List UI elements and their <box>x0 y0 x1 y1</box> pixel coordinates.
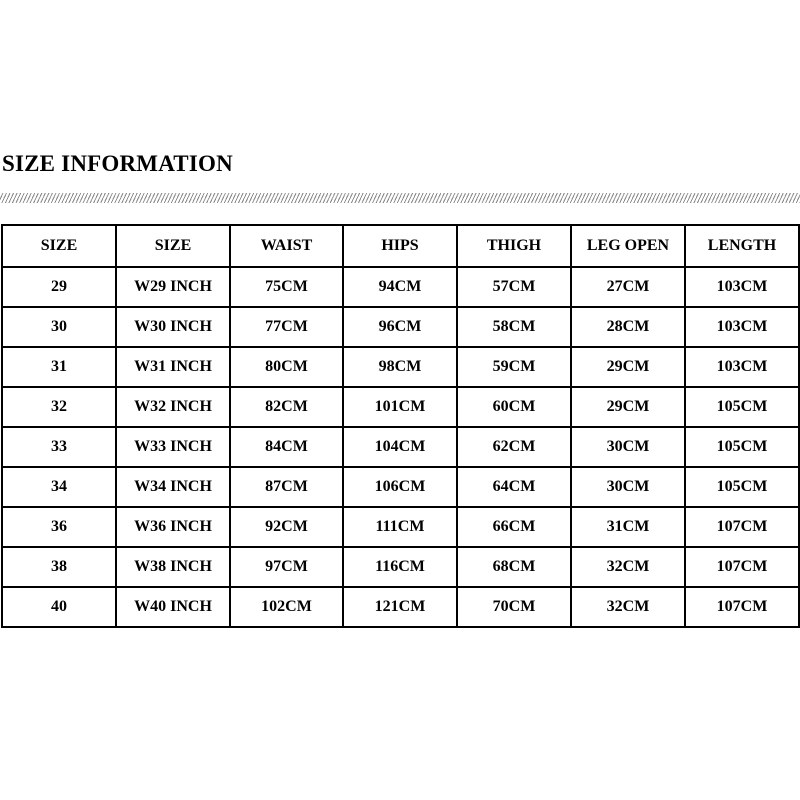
cell-waist: 80CM <box>230 347 343 387</box>
cell-hips: 98CM <box>343 347 457 387</box>
table-row <box>2 267 799 307</box>
cell-size: 34 <box>2 467 116 507</box>
cell-waist: 75CM <box>230 267 343 307</box>
cell-leg-open: 28CM <box>571 307 685 347</box>
cell-leg-open: 27CM <box>571 267 685 307</box>
cell-size: 38 <box>2 547 116 587</box>
cell-length: 105CM <box>685 427 799 467</box>
table-row <box>2 427 799 467</box>
cell-thigh: 70CM <box>457 587 571 627</box>
cell-size: 32 <box>2 387 116 427</box>
header-length: LENGTH <box>685 225 799 267</box>
cell-thigh: 58CM <box>457 307 571 347</box>
cell-size-inch: W31 INCH <box>116 347 230 387</box>
cell-length: 107CM <box>685 507 799 547</box>
cell-size: 30 <box>2 307 116 347</box>
cell-length: 107CM <box>685 587 799 627</box>
cell-leg-open: 32CM <box>571 547 685 587</box>
table-row <box>2 387 799 427</box>
cell-size: 31 <box>2 347 116 387</box>
cell-length: 105CM <box>685 387 799 427</box>
page-title: SIZE INFORMATION <box>2 151 233 176</box>
cell-hips: 101CM <box>343 387 457 427</box>
cell-thigh: 62CM <box>457 427 571 467</box>
cell-size-inch: W40 INCH <box>116 587 230 627</box>
cell-size-inch: W32 INCH <box>116 387 230 427</box>
table-header-row <box>2 225 799 267</box>
cell-thigh: 66CM <box>457 507 571 547</box>
cell-length: 107CM <box>685 547 799 587</box>
cell-size: 40 <box>2 587 116 627</box>
cell-waist: 82CM <box>230 387 343 427</box>
cell-size-inch: W29 INCH <box>116 267 230 307</box>
header-size-inch: SIZE <box>116 225 230 267</box>
cell-hips: 121CM <box>343 587 457 627</box>
cell-thigh: 57CM <box>457 267 571 307</box>
cell-leg-open: 32CM <box>571 587 685 627</box>
header-thigh: THIGH <box>457 225 571 267</box>
cell-hips: 111CM <box>343 507 457 547</box>
header-waist: WAIST <box>230 225 343 267</box>
cell-size: 33 <box>2 427 116 467</box>
cell-leg-open: 29CM <box>571 347 685 387</box>
cell-size-inch: W33 INCH <box>116 427 230 467</box>
cell-thigh: 68CM <box>457 547 571 587</box>
cell-hips: 116CM <box>343 547 457 587</box>
cell-waist: 97CM <box>230 547 343 587</box>
cell-size-inch: W36 INCH <box>116 507 230 547</box>
cell-length: 105CM <box>685 467 799 507</box>
cell-hips: 106CM <box>343 467 457 507</box>
table-row <box>2 547 799 587</box>
table-row <box>2 587 799 627</box>
table-row <box>2 507 799 547</box>
cell-size-inch: W30 INCH <box>116 307 230 347</box>
cell-hips: 104CM <box>343 427 457 467</box>
cell-waist: 102CM <box>230 587 343 627</box>
header-leg-open: LEG OPEN <box>571 225 685 267</box>
size-chart-table <box>1 224 800 628</box>
cell-waist: 77CM <box>230 307 343 347</box>
cell-leg-open: 30CM <box>571 467 685 507</box>
cell-thigh: 64CM <box>457 467 571 507</box>
cell-waist: 92CM <box>230 507 343 547</box>
cell-length: 103CM <box>685 267 799 307</box>
table-row <box>2 347 799 387</box>
cell-waist: 84CM <box>230 427 343 467</box>
cell-length: 103CM <box>685 347 799 387</box>
cell-size-inch: W38 INCH <box>116 547 230 587</box>
cell-waist: 87CM <box>230 467 343 507</box>
cell-size: 36 <box>2 507 116 547</box>
cell-hips: 96CM <box>343 307 457 347</box>
hatched-divider <box>0 193 800 203</box>
cell-hips: 94CM <box>343 267 457 307</box>
cell-leg-open: 30CM <box>571 427 685 467</box>
cell-thigh: 60CM <box>457 387 571 427</box>
cell-size: 29 <box>2 267 116 307</box>
cell-leg-open: 29CM <box>571 387 685 427</box>
cell-size-inch: W34 INCH <box>116 467 230 507</box>
header-hips: HIPS <box>343 225 457 267</box>
header-size-number: SIZE <box>2 225 116 267</box>
cell-leg-open: 31CM <box>571 507 685 547</box>
table-row <box>2 467 799 507</box>
cell-thigh: 59CM <box>457 347 571 387</box>
cell-length: 103CM <box>685 307 799 347</box>
table-row <box>2 307 799 347</box>
